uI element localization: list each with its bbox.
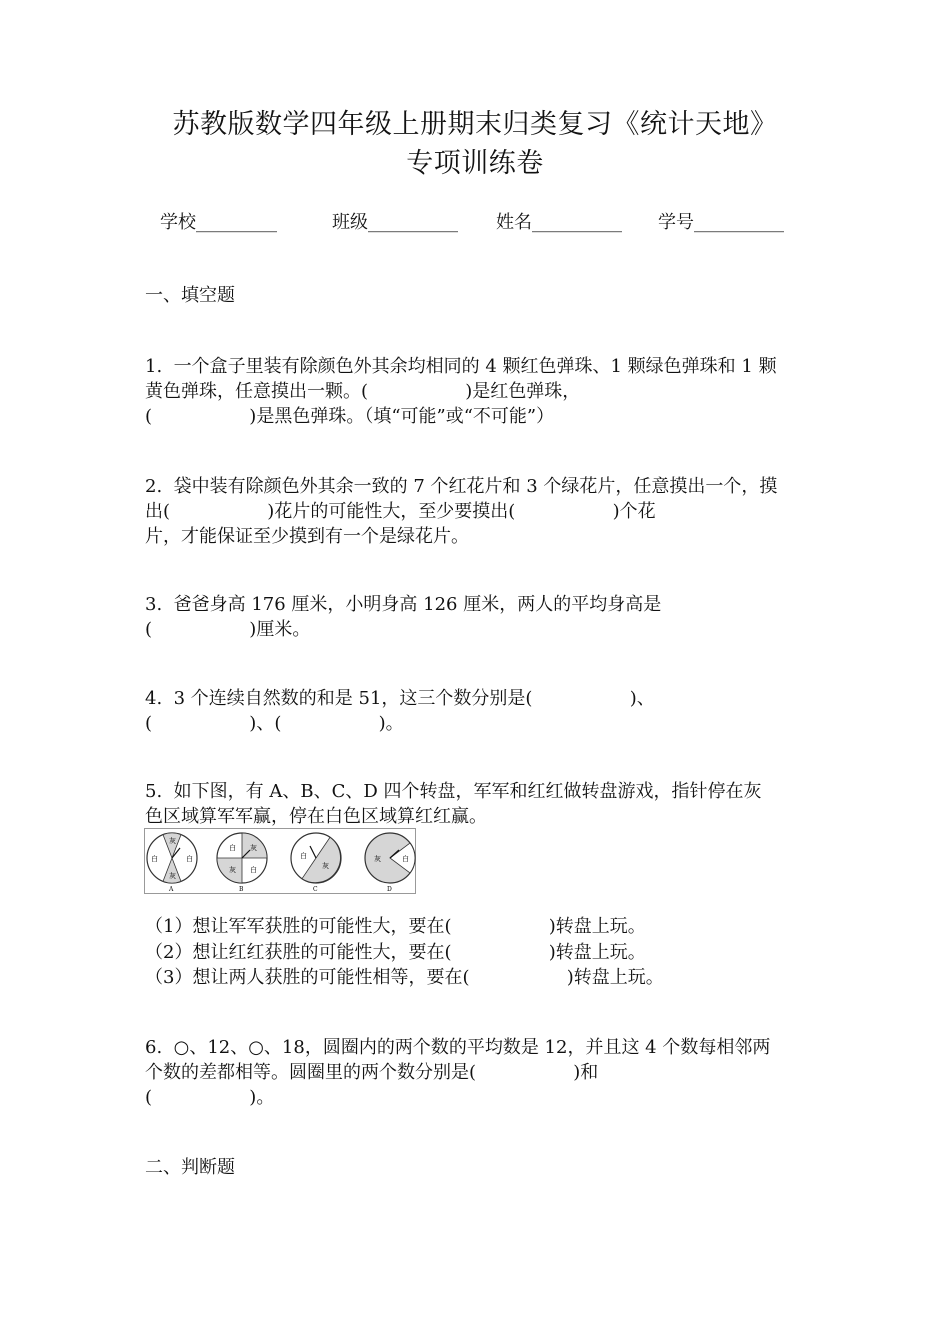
dial-a-label-1: 灰 [169, 837, 176, 845]
dial-a-letter: A [169, 886, 174, 893]
q6-line3: ( )。 [145, 1087, 275, 1108]
q2-line2: 出( )花片的可能性大，至少要摸出( )个花 [145, 501, 656, 522]
q6-line2: 个数的差都相等。圆圈里的两个数分别是( )和 [145, 1062, 599, 1083]
dial-b-label-4: 白 [250, 866, 257, 874]
dial-a-label-3: 白 [186, 855, 193, 863]
dial-a-label-2: 白 [151, 855, 158, 863]
q1-line1: 1. 一个盒子里装有除颜色外其余均相同的 4 颗红色弹珠、1 颗绿色弹珠和 1 颗 [145, 356, 777, 377]
q5-sub1: （1）想让军军获胜的可能性大，要在( )转盘上玩。 [145, 916, 646, 937]
section-heading-judgement: 二、判断题 [145, 1157, 235, 1178]
number-field: 学号__________ [658, 212, 784, 233]
dial-c-label-1: 白 [300, 852, 307, 860]
dial-a-label-4: 灰 [169, 872, 176, 880]
doc-title-line2: 专项训练卷 [406, 148, 544, 179]
q3-line1: 3. 爸爸身高 176 厘米，小明身高 126 厘米，两人的平均身高是 [145, 594, 662, 615]
dial-d-letter: D [387, 886, 392, 893]
q5-sub2: （2）想让红红获胜的可能性大，要在( )转盘上玩。 [145, 942, 646, 963]
dial-c-label-2: 灰 [322, 862, 329, 870]
q5-line1: 5. 如下图，有 A、B、C、D 四个转盘，军军和红红做转盘游戏，指针停在灰 [145, 781, 762, 802]
q2-line1: 2. 袋中装有除颜色外其余一致的 7 个红花片和 3 个绿花片，任意摸出一个，摸 [145, 476, 778, 497]
dial-d-label-1: 灰 [374, 855, 381, 863]
dial-b-label-3: 灰 [229, 866, 236, 874]
doc-title-line1: 苏教版数学四年级上册期末归类复习《统计天地》 [172, 109, 778, 140]
q6-line1: 6. ○、12、○、18，圆圈内的两个数的平均数是 12，并且这 4 个数每相邻两 [145, 1037, 771, 1058]
q1-line3: ( )是黑色弹珠。（填“可能”或“不可能”） [145, 406, 555, 427]
section-heading-fill-blank: 一、填空题 [145, 285, 235, 306]
dial-c-letter: C [313, 886, 318, 893]
q2-line3: 片，才能保证至少摸到有一个是绿花片。 [145, 526, 469, 547]
school-field: 学校_________ [160, 212, 277, 233]
class-field: 班级__________ [332, 212, 458, 233]
spinner-dials-figure [144, 828, 416, 894]
dial-b-label-2: 灰 [250, 844, 257, 852]
dial-b-letter: B [239, 886, 244, 893]
q5-sub3: （3）想让两人获胜的可能性相等，要在( )转盘上玩。 [145, 967, 664, 988]
dial-b-label-1: 白 [229, 844, 236, 852]
name-field: 姓名__________ [496, 212, 622, 233]
q3-line2: ( )厘米。 [145, 619, 311, 640]
q4-line1: 4. 3 个连续自然数的和是 51，这三个数分别是( )、 [145, 688, 655, 709]
q4-line2: ( )、( )。 [145, 713, 404, 734]
q1-line2: 黄色弹珠，任意摸出一颗。( )是红色弹珠， [145, 381, 581, 402]
dial-d-label-2: 白 [402, 855, 409, 863]
q5-line2: 色区域算军军赢，停在白色区域算红红赢。 [145, 806, 487, 827]
